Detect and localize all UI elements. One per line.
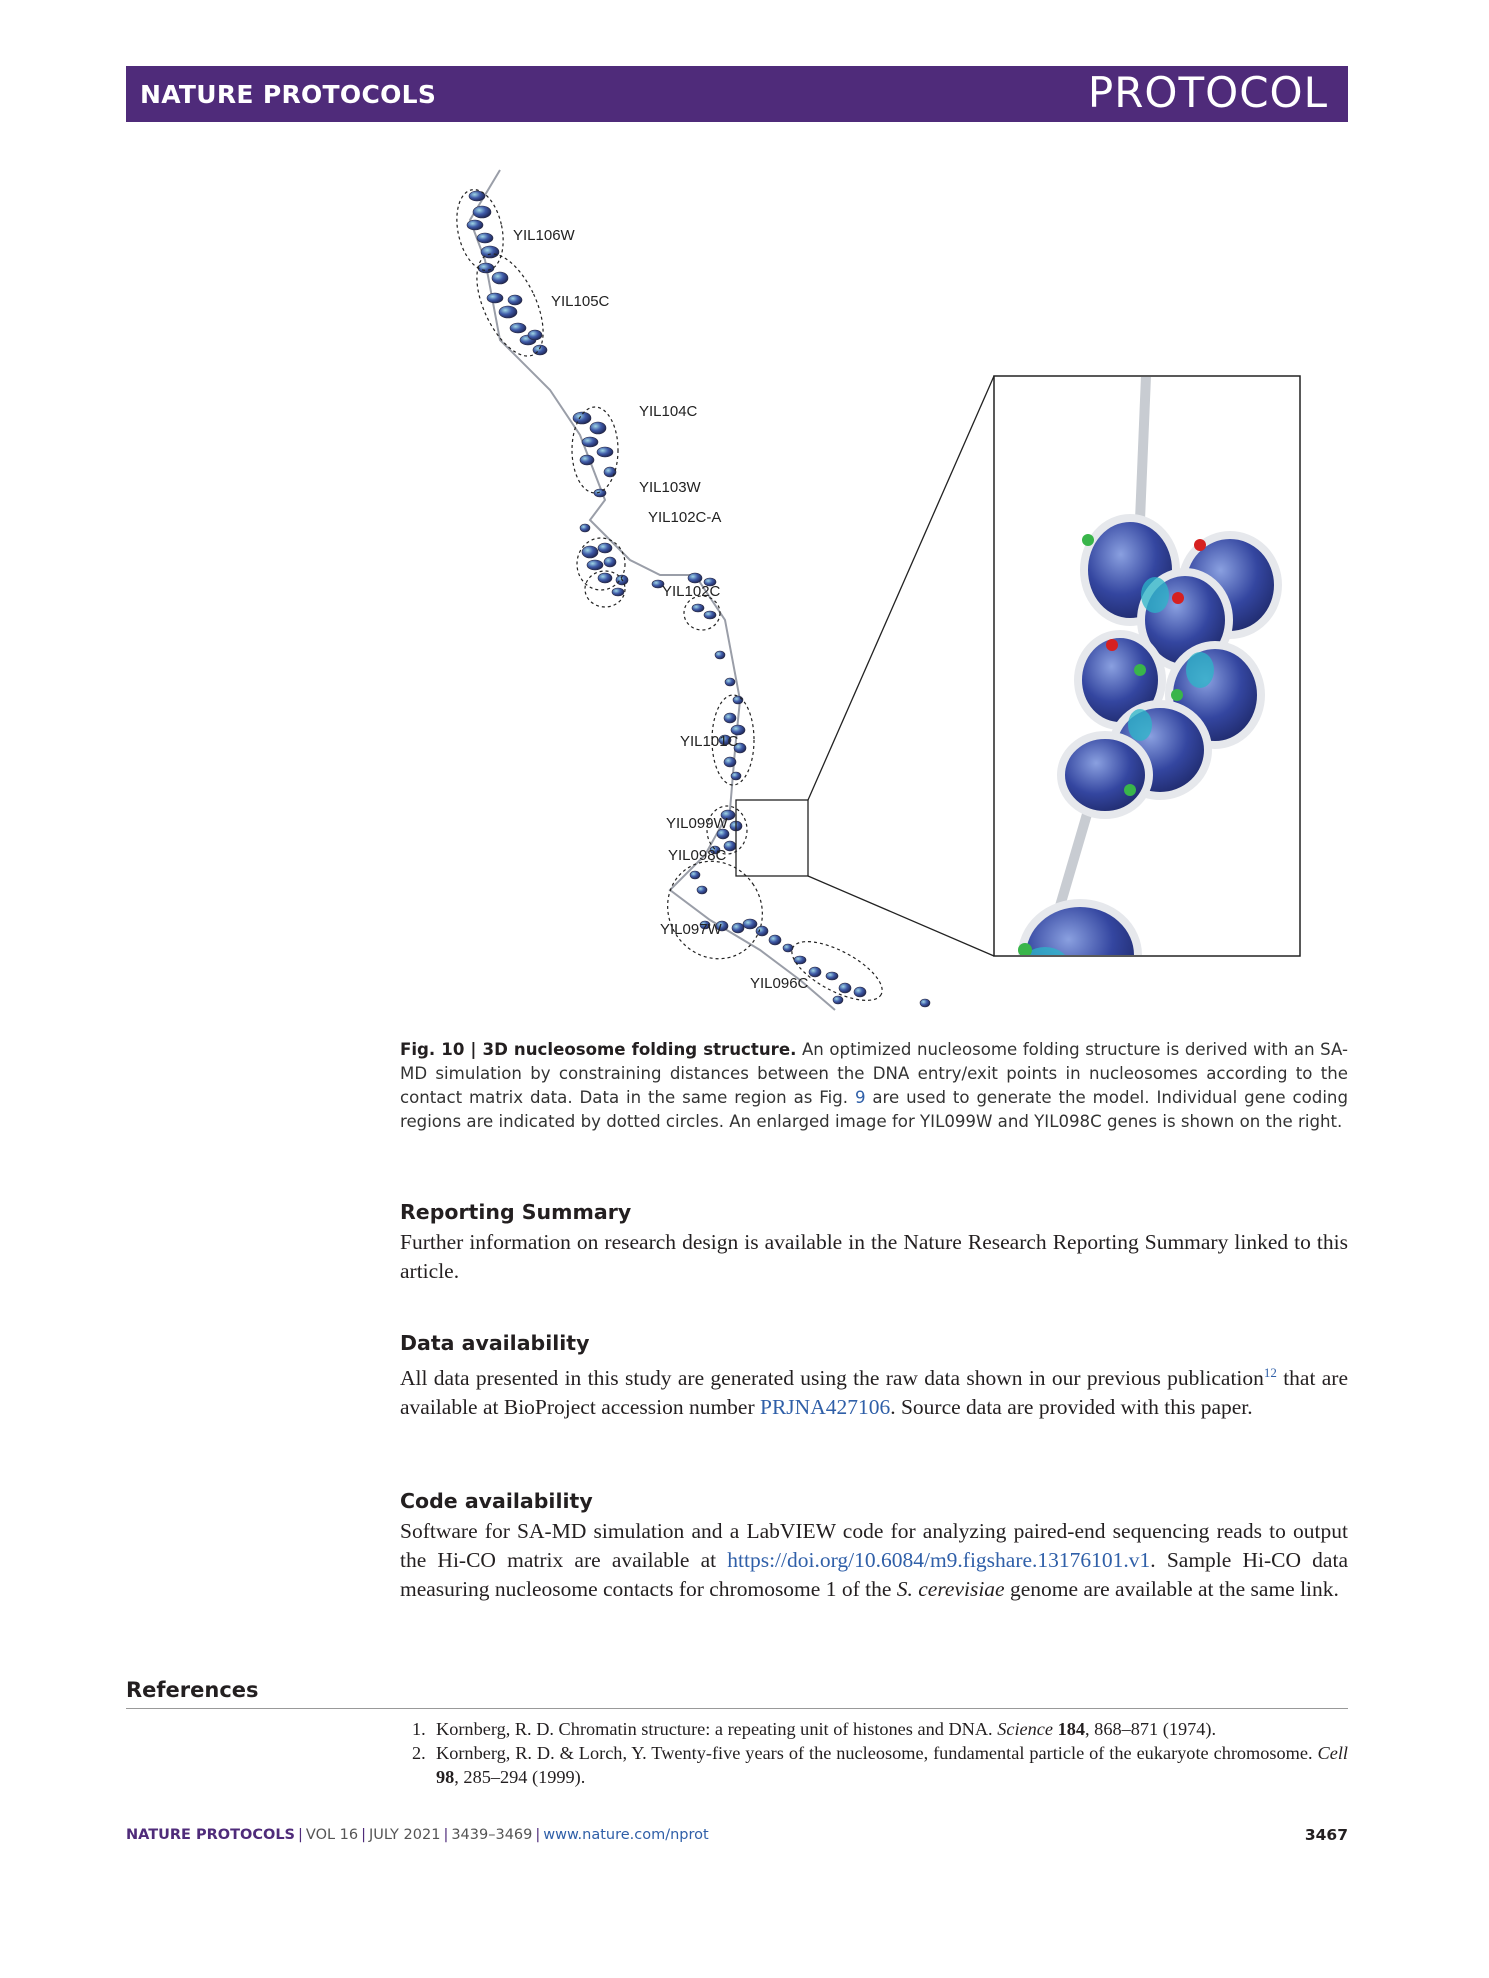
section-heading-data: Data availability [400, 1331, 590, 1355]
caption-text: are used to generate the model. Individual gene coding regions are indicated by dotted circles. An enlarged image for YIL099W and YIL098C genes is shown on the right. [400, 1088, 1348, 1131]
section-heading-reporting: Reporting Summary [400, 1200, 632, 1224]
footer-pages: 3439–3469 [451, 1827, 533, 1843]
footer-url-link[interactable]: www.nature.com/nprot [543, 1827, 709, 1843]
section-body-data [400, 1358, 1348, 1422]
gene-label: YIL097W [660, 921, 722, 938]
journal-name: NATURE PROTOCOLS [140, 80, 437, 109]
references-divider [126, 1708, 1348, 1709]
zoom-region-box [736, 800, 808, 876]
reference-list [400, 1717, 1348, 1789]
caption-label: Fig. 10 | 3D nucleosome folding structure. [400, 1040, 797, 1059]
section-body-reporting: Further information on research design is available in the Nature Research Reporting Summary linked to this article. [400, 1230, 1348, 1283]
section-body-code [400, 1517, 1348, 1604]
gene-label: YIL102C-A [648, 509, 722, 526]
reference-pages: , 285–294 (1999). [454, 1767, 586, 1787]
zoom-connector-line [808, 876, 994, 956]
page-footer: NATURE PROTOCOLS | VOL 16 | JULY 2021 | 3439–3469 | www.nature.com/nprot [126, 1827, 709, 1843]
caption-text: An optimized nucleosome folding structure is derived with an SA-MD simulation by constraining distances between the DNA entry/exit points in nucleosomes according to the contact matrix data. Data in the same region as Fig. [400, 1040, 1348, 1107]
figure-reference-link[interactable]: 9 [854, 1088, 866, 1107]
reference-pages: , 868–871 (1974). [1085, 1719, 1217, 1739]
body-text: Software for SA-MD simulation and a LabVIEW code for analyzing paired-end sequencing reads to output the Hi-CO matrix are available at [400, 1519, 1348, 1572]
section-heading-code: Code availability [400, 1489, 593, 1513]
header-bar [126, 66, 1348, 122]
reference-item [400, 1717, 1348, 1741]
article-type: PROTOCOL [1087, 68, 1328, 117]
nucleosome-structure-image [440, 150, 1330, 1030]
gene-label: YIL104C [639, 403, 698, 420]
zoom-connector-line [808, 376, 994, 800]
reference-item [400, 1741, 1348, 1789]
reference-journal: Cell [1317, 1743, 1348, 1763]
page-number: 3467 [1304, 1826, 1348, 1844]
gene-label: YIL102C [662, 583, 721, 600]
body-text: . Source data are provided with this paper. [890, 1395, 1253, 1420]
gene-label: YIL101C [680, 733, 739, 750]
dna-backbone [470, 170, 835, 1010]
gene-label: YIL105C [551, 293, 610, 310]
reference-number: 1. [412, 1719, 426, 1739]
reference-volume: 184 [1057, 1719, 1086, 1739]
gene-label: YIL106W [513, 227, 575, 244]
body-text: . Sample Hi-CO data measuring nucleosome contacts for chromosome 1 of the [400, 1548, 1348, 1601]
citation-link[interactable]: 12 [1263, 1365, 1277, 1380]
references-heading: References [126, 1678, 259, 1702]
footer-volume: VOL 16 [305, 1827, 359, 1843]
reference-number: 2. [412, 1743, 426, 1763]
figure-10 [440, 150, 1330, 1030]
gene-label: YIL096C [750, 975, 809, 992]
reference-text: Kornberg, R. D. Chromatin structure: a repeating unit of histones and DNA. [436, 1719, 998, 1739]
footer-date: JULY 2021 [369, 1827, 441, 1843]
species-name: S. cerevisiae [896, 1577, 1005, 1601]
accession-link[interactable]: PRJNA427106 [760, 1395, 891, 1420]
gene-label: YIL099W [666, 815, 728, 832]
figshare-link[interactable]: https://doi.org/10.6084/m9.figshare.13176101.v1 [727, 1548, 1151, 1572]
reference-journal: Science [997, 1719, 1054, 1739]
reference-volume: 98 [436, 1767, 455, 1787]
enlarged-inset [994, 376, 1300, 1007]
figure-caption [400, 1038, 1348, 1134]
body-text: All data presented in this study are generated using the raw data shown in our previous publication [400, 1366, 1264, 1391]
body-text: that are available at BioProject accession number [400, 1366, 1348, 1420]
gene-label: YIL103W [639, 479, 701, 496]
body-text: genome are available at the same link. [1004, 1577, 1339, 1601]
reference-text: Kornberg, R. D. & Lorch, Y. Twenty-five years of the nucleosome, fundamental particle of the eukaryote chromosome. [436, 1743, 1318, 1763]
footer-journal: NATURE PROTOCOLS [126, 1827, 296, 1843]
gene-label: YIL098C [668, 847, 727, 864]
